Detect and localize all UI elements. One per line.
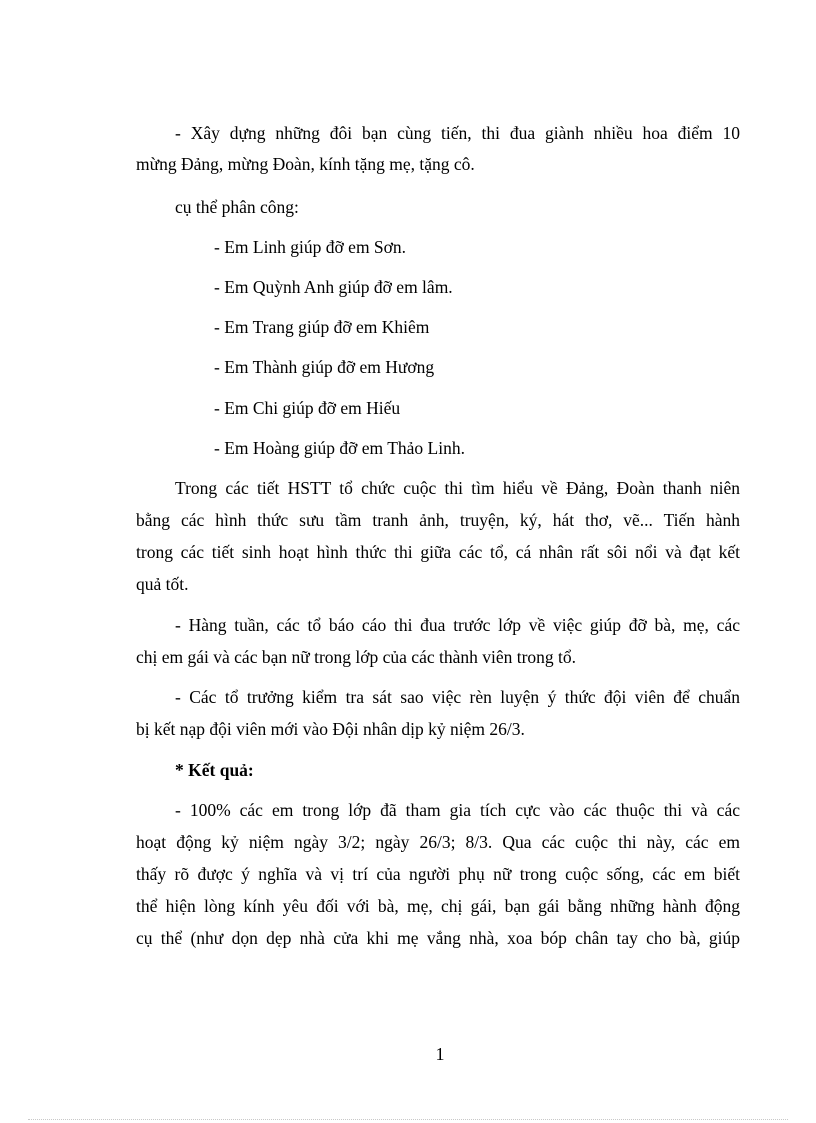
paragraph-4-line-2: bị kết nạp đội viên mới vào Đội nhân dịp kỷ niệm 26/3. [136,719,525,739]
paragraph-2-line-2: bằng các hình thức sưu tầm tranh ảnh, truyện, ký, hát thơ, vẽ... Tiến hành [136,510,740,530]
paragraph-5-line-4: thể hiện lòng kính yêu đối với bà, mẹ, chị gái, bạn gái bằng những hành động [136,896,740,916]
paragraph-2-line-3: trong các tiết sinh hoạt hình thức thi giữa các tổ, cá nhân rất sôi nổi và đạt kết [136,542,740,562]
assignment-item: - Em Linh giúp đỡ em Sơn. [214,237,407,257]
assignment-heading: cụ thể phân công: [175,197,299,217]
page-boundary-divider [28,1119,788,1120]
paragraph-4-line-1: - Các tổ trưởng kiểm tra sát sao việc rèn luyện ý thức đội viên để chuẩn [175,687,740,707]
paragraph-2-line-4: quả tốt. [136,574,189,594]
paragraph-5-line-5: cụ thể (như dọn dẹp nhà cửa khi mẹ vắng nhà, xoa bóp chân tay cho bà, giúp [136,928,740,948]
paragraph-3-line-1: - Hàng tuần, các tổ báo cáo thi đua trước lớp về việc giúp đỡ bà, mẹ, các [175,615,740,635]
paragraph-5-line-1: - 100% các em trong lớp đã tham gia tích cực vào các thuộc thi và các [175,800,740,820]
assignment-item: - Em Chi giúp đỡ em Hiếu [214,398,401,418]
result-heading: * Kết quả: [175,760,254,780]
assignment-item: - Em Trang giúp đỡ em Khiêm [214,317,430,337]
page-number: 1 [435,1044,445,1064]
paragraph-3-line-2: chị em gái và các bạn nữ trong lớp của các thành viên trong tổ. [136,647,577,667]
paragraph-1-line-1: - Xây dựng những đôi bạn cùng tiến, thi đua giành nhiều hoa điểm 10 [175,123,740,143]
assignment-item: - Em Thành giúp đỡ em Hương [214,357,435,377]
assignment-item: - Em Hoàng giúp đỡ em Thảo Linh. [214,438,465,458]
assignment-item: - Em Quỳnh Anh giúp đỡ em lâm. [214,277,453,297]
paragraph-2-line-1: Trong các tiết HSTT tổ chức cuộc thi tìm hiểu về Đảng, Đoàn thanh niên [175,478,740,498]
paragraph-5-line-2: hoạt động kỷ niệm ngày 3/2; ngày 26/3; 8/3. Qua các cuộc thi này, các em [136,832,740,852]
paragraph-5-line-3: thấy rõ được ý nghĩa và vị trí của người phụ nữ trong cuộc sống, các em biết [136,864,740,884]
paragraph-1-line-2: mừng Đảng, mừng Đoàn, kính tặng mẹ, tặng cô. [136,154,475,174]
